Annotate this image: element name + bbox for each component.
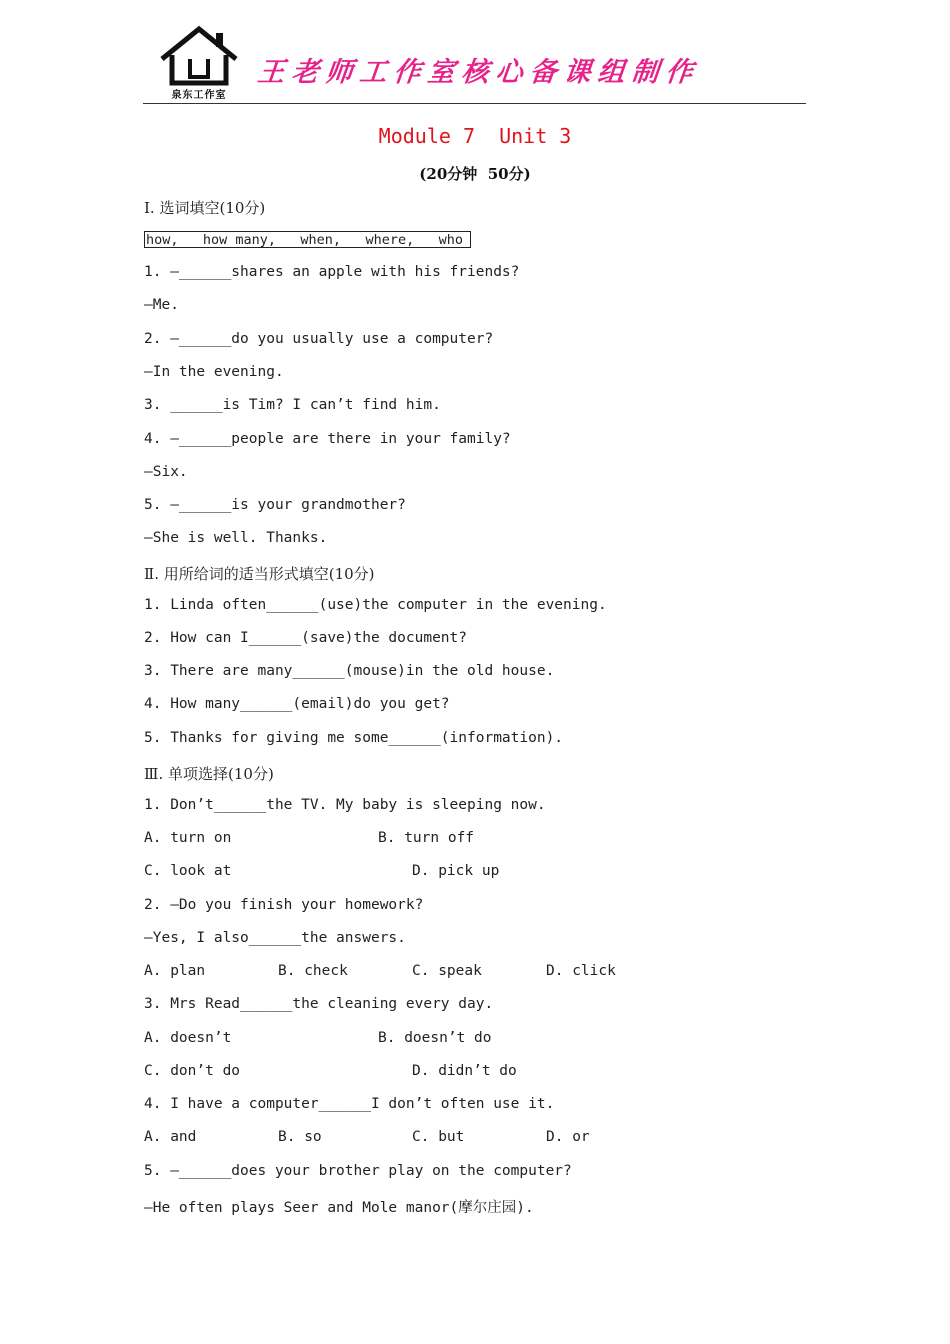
option-a: A. plan — [144, 963, 206, 979]
option-d: D. or — [546, 1129, 590, 1145]
option-c: C. look at — [144, 863, 232, 879]
section2-line: 1. Linda often______(use)the computer in the evening. — [144, 597, 607, 613]
question-stem: 3. Mrs Read______the cleaning every day. — [144, 996, 494, 1012]
logo-caption: 泉东工作室 — [171, 90, 227, 101]
section1-line: 2. —______do you usually use a computer? — [144, 331, 494, 347]
section2-line: 5. Thanks for giving me some______(information). — [144, 730, 564, 746]
option-a: A. and — [144, 1129, 197, 1145]
header-divider — [143, 103, 806, 104]
section1-line: 5. —______is your grandmother? — [144, 497, 406, 513]
section2-line: 4. How many______(email)do you get? — [144, 696, 450, 712]
section3-heading: Ⅲ. 单项选择(10分) — [144, 765, 274, 783]
section1-line: 3. ______is Tim? I can’t find him. — [144, 397, 441, 413]
option-a: A. doesn’t — [144, 1030, 232, 1046]
question-stem: 1. Don’t______the TV. My baby is sleeping now. — [144, 797, 546, 813]
question-stem: 2. —Do you finish your homework? — [144, 897, 424, 913]
option-b: B. turn off — [378, 830, 475, 846]
question-stem: —Yes, I also______the answers. — [144, 930, 406, 946]
section1-line: —In the evening. — [144, 364, 284, 380]
option-c: C. speak — [412, 963, 482, 979]
page-title: Module 7 Unit 3 — [378, 124, 572, 148]
question-stem: —He often plays Seer and Mole manor(摩尔庄园). — [144, 1200, 534, 1216]
section1-line: —She is well. Thanks. — [144, 530, 328, 546]
page-subtitle: (20分钟 50分) — [419, 165, 531, 183]
option-b: B. doesn’t do — [378, 1030, 492, 1046]
question-stem: 5. —______does your brother play on the computer? — [144, 1163, 572, 1179]
word-box: how, how many, when, where, who — [144, 231, 471, 248]
option-d: D. pick up — [412, 863, 500, 879]
section1-line: —Me. — [144, 297, 179, 313]
section1-line: 1. —______shares an apple with his friends? — [144, 264, 520, 280]
section2-line: 3. There are many______(mouse)in the old house. — [144, 663, 555, 679]
option-b: B. so — [278, 1129, 322, 1145]
question-stem: 4. I have a computer______I don’t often use it. — [144, 1096, 555, 1112]
option-b: B. check — [278, 963, 348, 979]
section1-line: 4. —______people are there in your family? — [144, 431, 511, 447]
section1-line: —Six. — [144, 464, 188, 480]
option-d: D. didn’t do — [412, 1063, 517, 1079]
header-title: 王老师工作室核心备课组制作 — [256, 57, 702, 88]
section2-line: 2. How can I______(save)the document? — [144, 630, 468, 646]
section1-heading: Ⅰ. 选词填空(10分) — [144, 199, 266, 217]
section2-heading: Ⅱ. 用所给词的适当形式填空(10分) — [144, 565, 375, 583]
option-c: C. don’t do — [144, 1063, 241, 1079]
option-d: D. click — [546, 963, 616, 979]
option-a: A. turn on — [144, 830, 232, 846]
option-c: C. but — [412, 1129, 465, 1145]
